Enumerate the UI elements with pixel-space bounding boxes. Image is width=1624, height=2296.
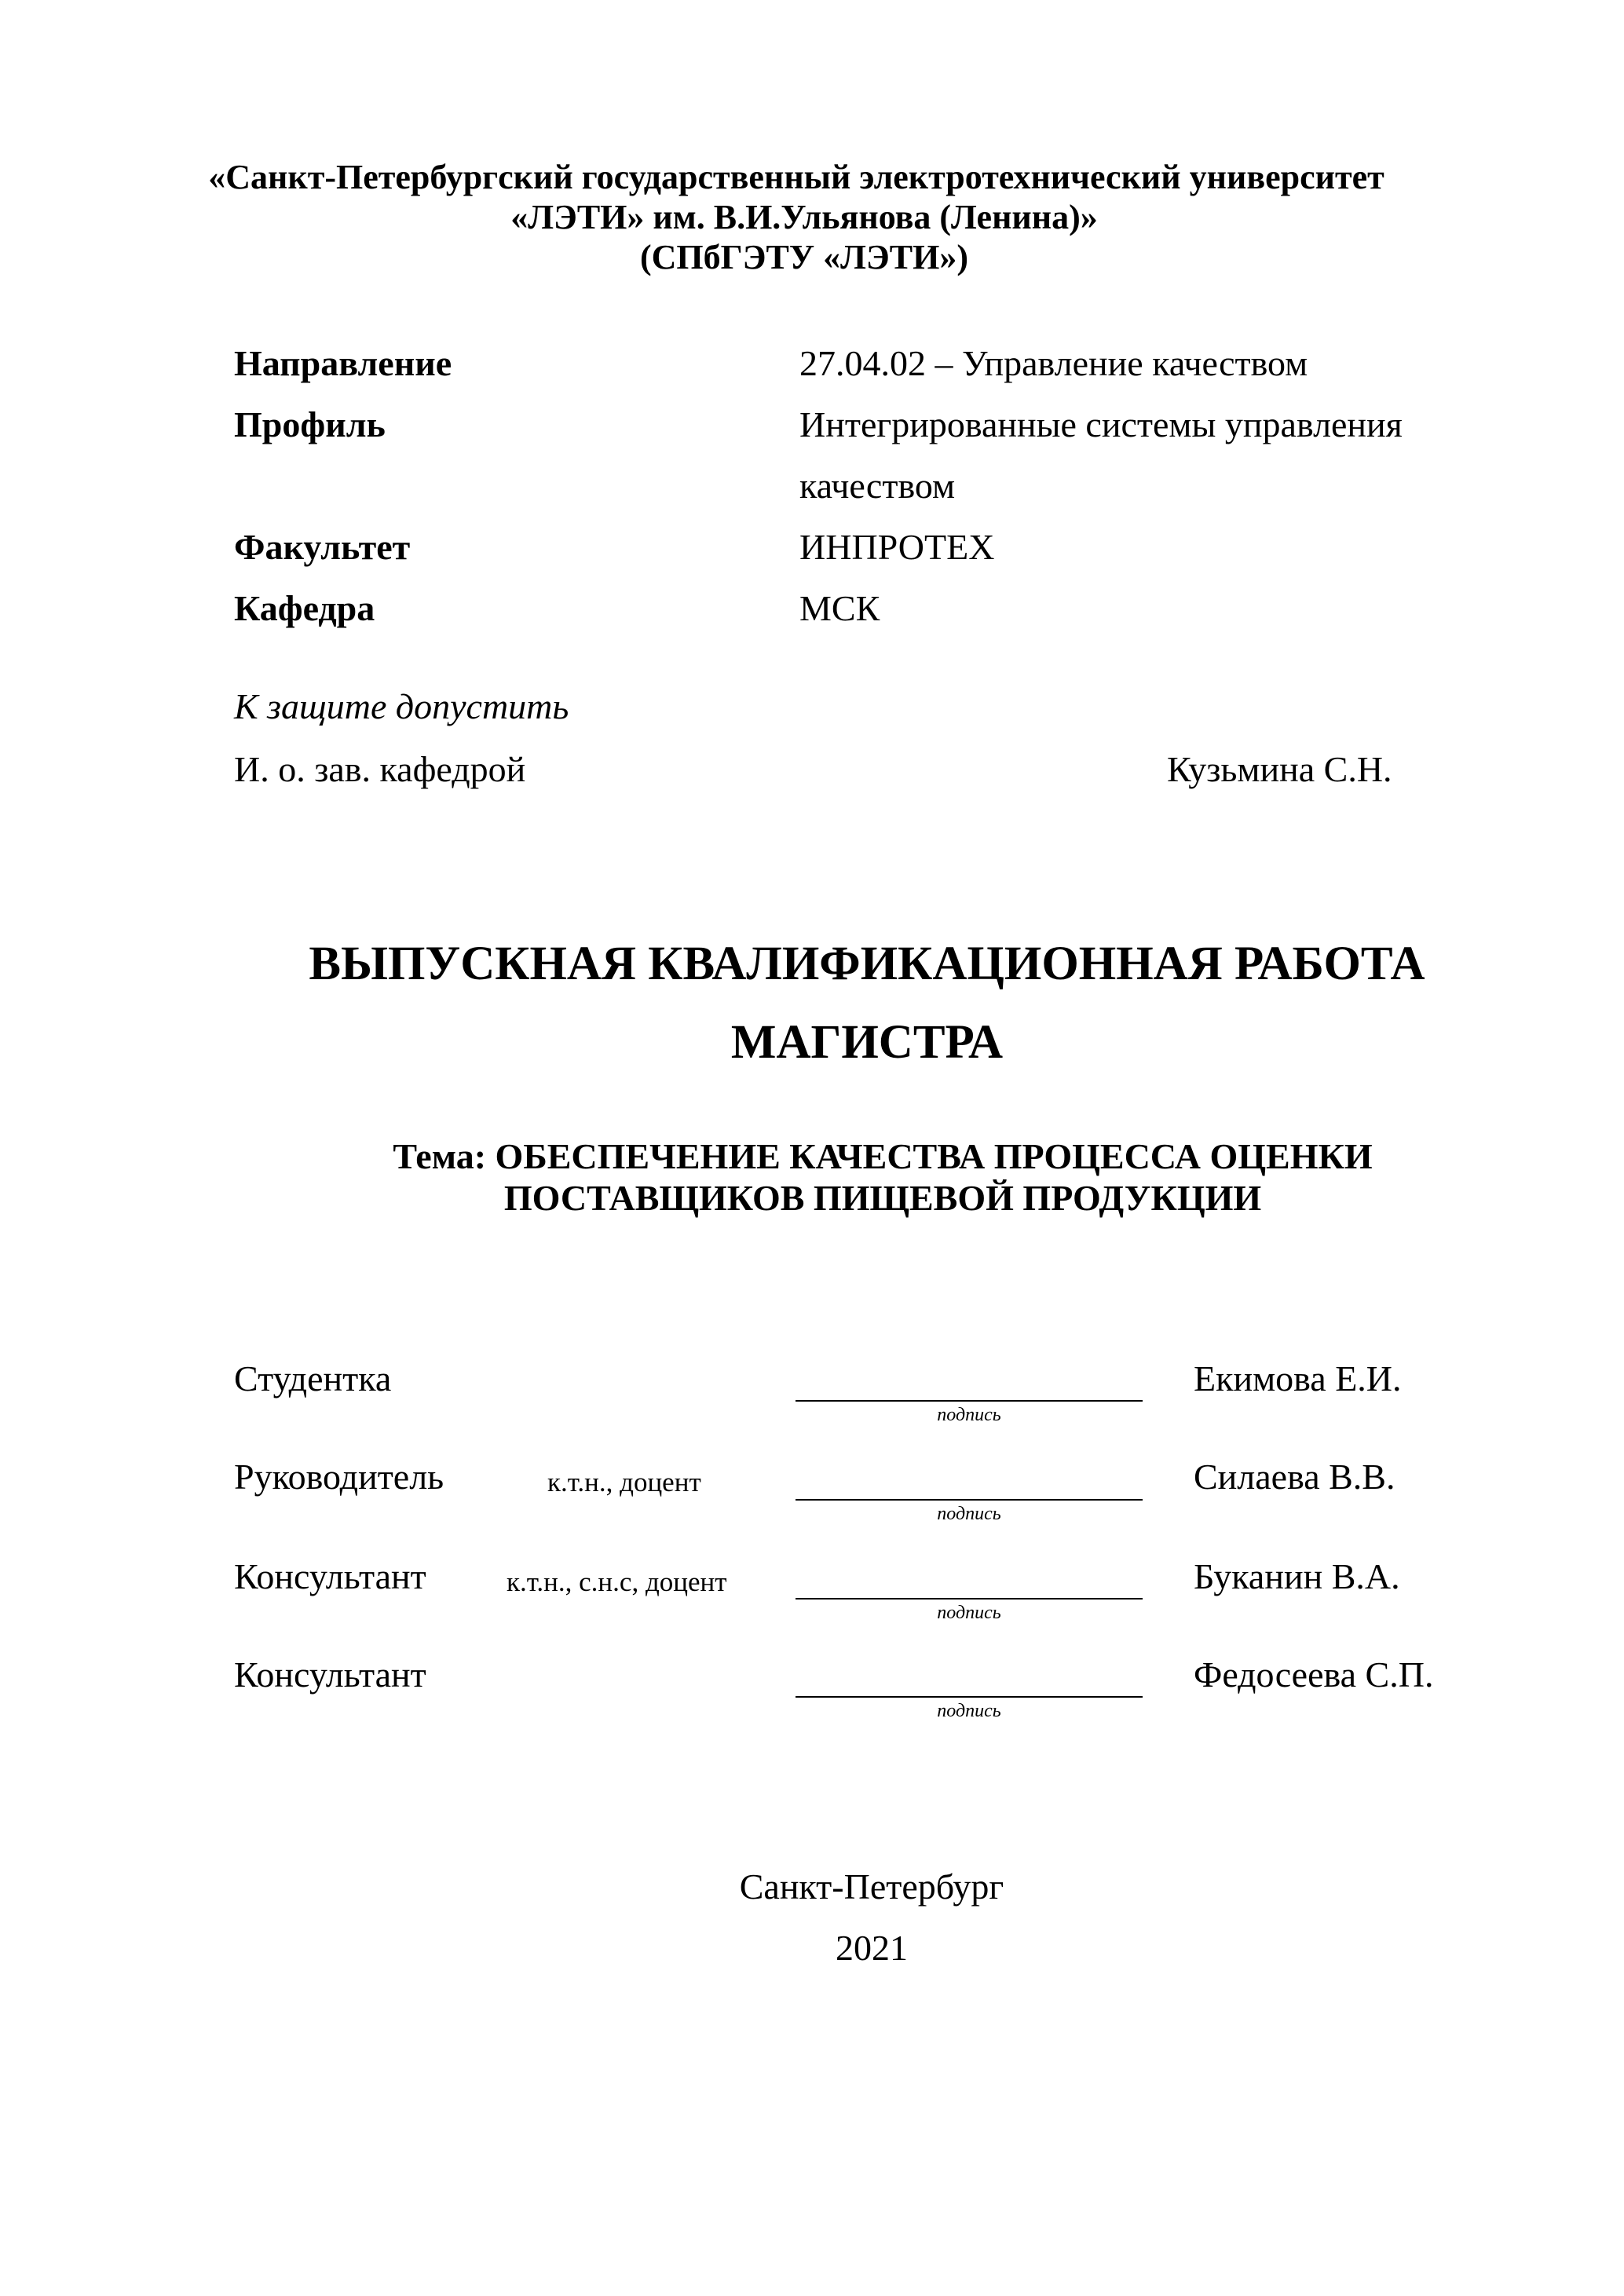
signature-role: Студентка [234,1358,392,1398]
defense-approval-text: К защите допустить [234,686,569,726]
footer-city: Санкт-Петербург [739,1866,1004,1907]
topic-line-1: Тема: ОБЕСПЕЧЕНИЕ КАЧЕСТВА ПРОЦЕССА ОЦЕНКИ [393,1136,1373,1176]
direction-value: 27.04.02 – Управление качеством [799,343,1308,383]
profile-label: Профиль [234,404,386,444]
signature-degree: к.т.н., доцент [547,1467,701,1497]
signature-name: Силаева В.В. [1194,1457,1395,1497]
signature-caption: подпись [937,1504,1001,1524]
signature-caption: подпись [937,1603,1001,1623]
profile-value: Интегрированные системы управления [799,404,1403,444]
university-name-line-2: «ЛЭТИ» им. В.И.Ульянова (Ленина)» [510,198,1098,236]
signature-degree: к.т.н., с.н.с, доцент [507,1567,727,1597]
profile-value-continued: качеством [799,466,956,506]
signature-role: Консультант [234,1654,426,1695]
signature-role: Консультант [234,1556,426,1596]
faculty-value: ИНПРОТЕХ [799,527,995,567]
direction-label: Направление [234,343,452,383]
department-head-name: Кузьмина С.Н. [1167,749,1392,789]
signature-role: Руководитель [234,1457,444,1497]
topic-line-2: ПОСТАВЩИКОВ ПИЩЕВОЙ ПРОДУКЦИИ [503,1178,1262,1218]
footer-year: 2021 [836,1928,908,1968]
department-head-position: И. о. зав. кафедрой [234,749,526,789]
work-title-line-1: ВЫПУСКНАЯ КВАЛИФИКАЦИОННАЯ РАБОТА [309,938,1425,990]
signature-line [796,1598,1143,1600]
signature-name: Буканин В.А. [1194,1556,1400,1596]
department-label: Кафедра [234,588,375,628]
university-abbreviation: (СПбГЭТУ «ЛЭТИ») [640,238,968,276]
faculty-label: Факультет [234,527,411,567]
signature-caption: подпись [937,1701,1001,1721]
department-value: МСК [799,588,880,628]
university-name-line-1: «Санкт-Петербургский государственный электротехнический университет [208,158,1384,196]
signature-line [796,1499,1143,1501]
signature-caption: подпись [937,1405,1001,1425]
signature-name: Екимова Е.И. [1194,1358,1402,1398]
work-title-line-2: МАГИСТРА [730,1016,1004,1069]
signature-name: Федосеева С.П. [1194,1654,1434,1695]
signature-line [796,1696,1143,1698]
signature-line [796,1400,1143,1402]
